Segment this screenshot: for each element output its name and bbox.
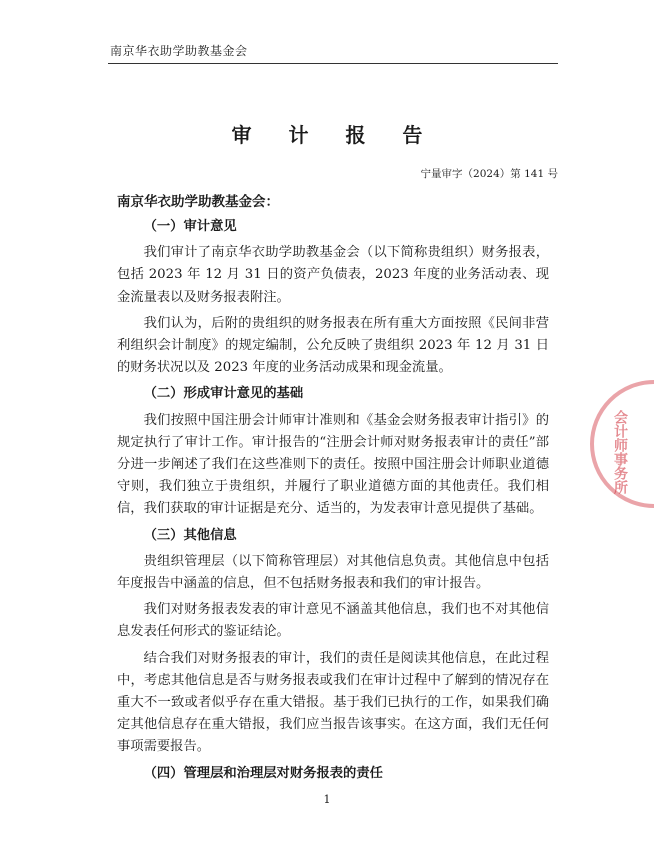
section-heading: （二）形成审计意见的基础 xyxy=(143,386,304,402)
paragraph: 我们认为，后附的贵组织的财务报表在所有重大方面按照《民间非营利组织会计制度》的规定编制，公允反映了贵组织 2023 年 12 月 31 日的财务状况以及 2023 年度的业务活动成果和现金流量。 xyxy=(117,315,549,376)
paragraph: 我们按照中国注册会计师审计准则和《基金会财务报表审计指引》的规定执行了审计工作。审计报告的“注册会计师对财务报表审计的责任”部分进一步阐述了我们在这些准则下的责任。按照中国注册会计师职业道德守则，我们独立于贵组织，并履行了职业道德方面的其他责任。我们相信，我们获取的审计证据是充分、适当的，为发表审计意见提供了基础。 xyxy=(117,412,549,517)
page-number: 1 xyxy=(323,793,331,806)
paragraph: 我们审计了南京华衣助学助教基金会（以下简称贵组织）财务报表，包括 2023 年 12 月 31 日的资产负债表，2023 年度的业务活动表、现金流量表以及财务报表附注。 xyxy=(117,245,549,305)
section-heading: （一）审计意见 xyxy=(143,219,237,234)
header-org-name: 南京华衣助学助教基金会 xyxy=(110,44,248,58)
addressee: 南京华衣助学助教基金会： xyxy=(117,194,279,210)
paragraph: 贵组织管理层（以下简称管理层）对其他信息负责。其他信息中包括年度报告中涵盖的信息，但不包括财务报表和我们的审计报告。 xyxy=(117,553,549,592)
report-number: 宁量审字（2024）第 141 号 xyxy=(420,168,558,180)
report-body xyxy=(117,216,549,789)
paragraph: 我们对财务报表发表的审计意见不涵盖其他信息，我们也不对其他信息发表任何形式的鉴证结论。 xyxy=(117,602,549,640)
official-seal-text: 会计师事务所 xyxy=(612,410,628,494)
paragraph: 结合我们对财务报表的审计，我们的责任是阅读其他信息，在此过程中，考虑其他信息是否与财务报表或我们在审计过程中了解到的情况存在重大不一致或者似乎存在重大错报。基于我们已执行的工作，如果我们确定其他信息存在重大错报，我们应当报告该事实。在这方面，我们无任何事项需要报告。 xyxy=(117,650,549,755)
document-title: 审 计 报 告 xyxy=(231,123,438,147)
header-divider xyxy=(108,63,558,64)
section-heading: （四）管理层和治理层对财务报表的责任 xyxy=(143,765,383,781)
section-heading: （三）其他信息 xyxy=(143,527,237,543)
